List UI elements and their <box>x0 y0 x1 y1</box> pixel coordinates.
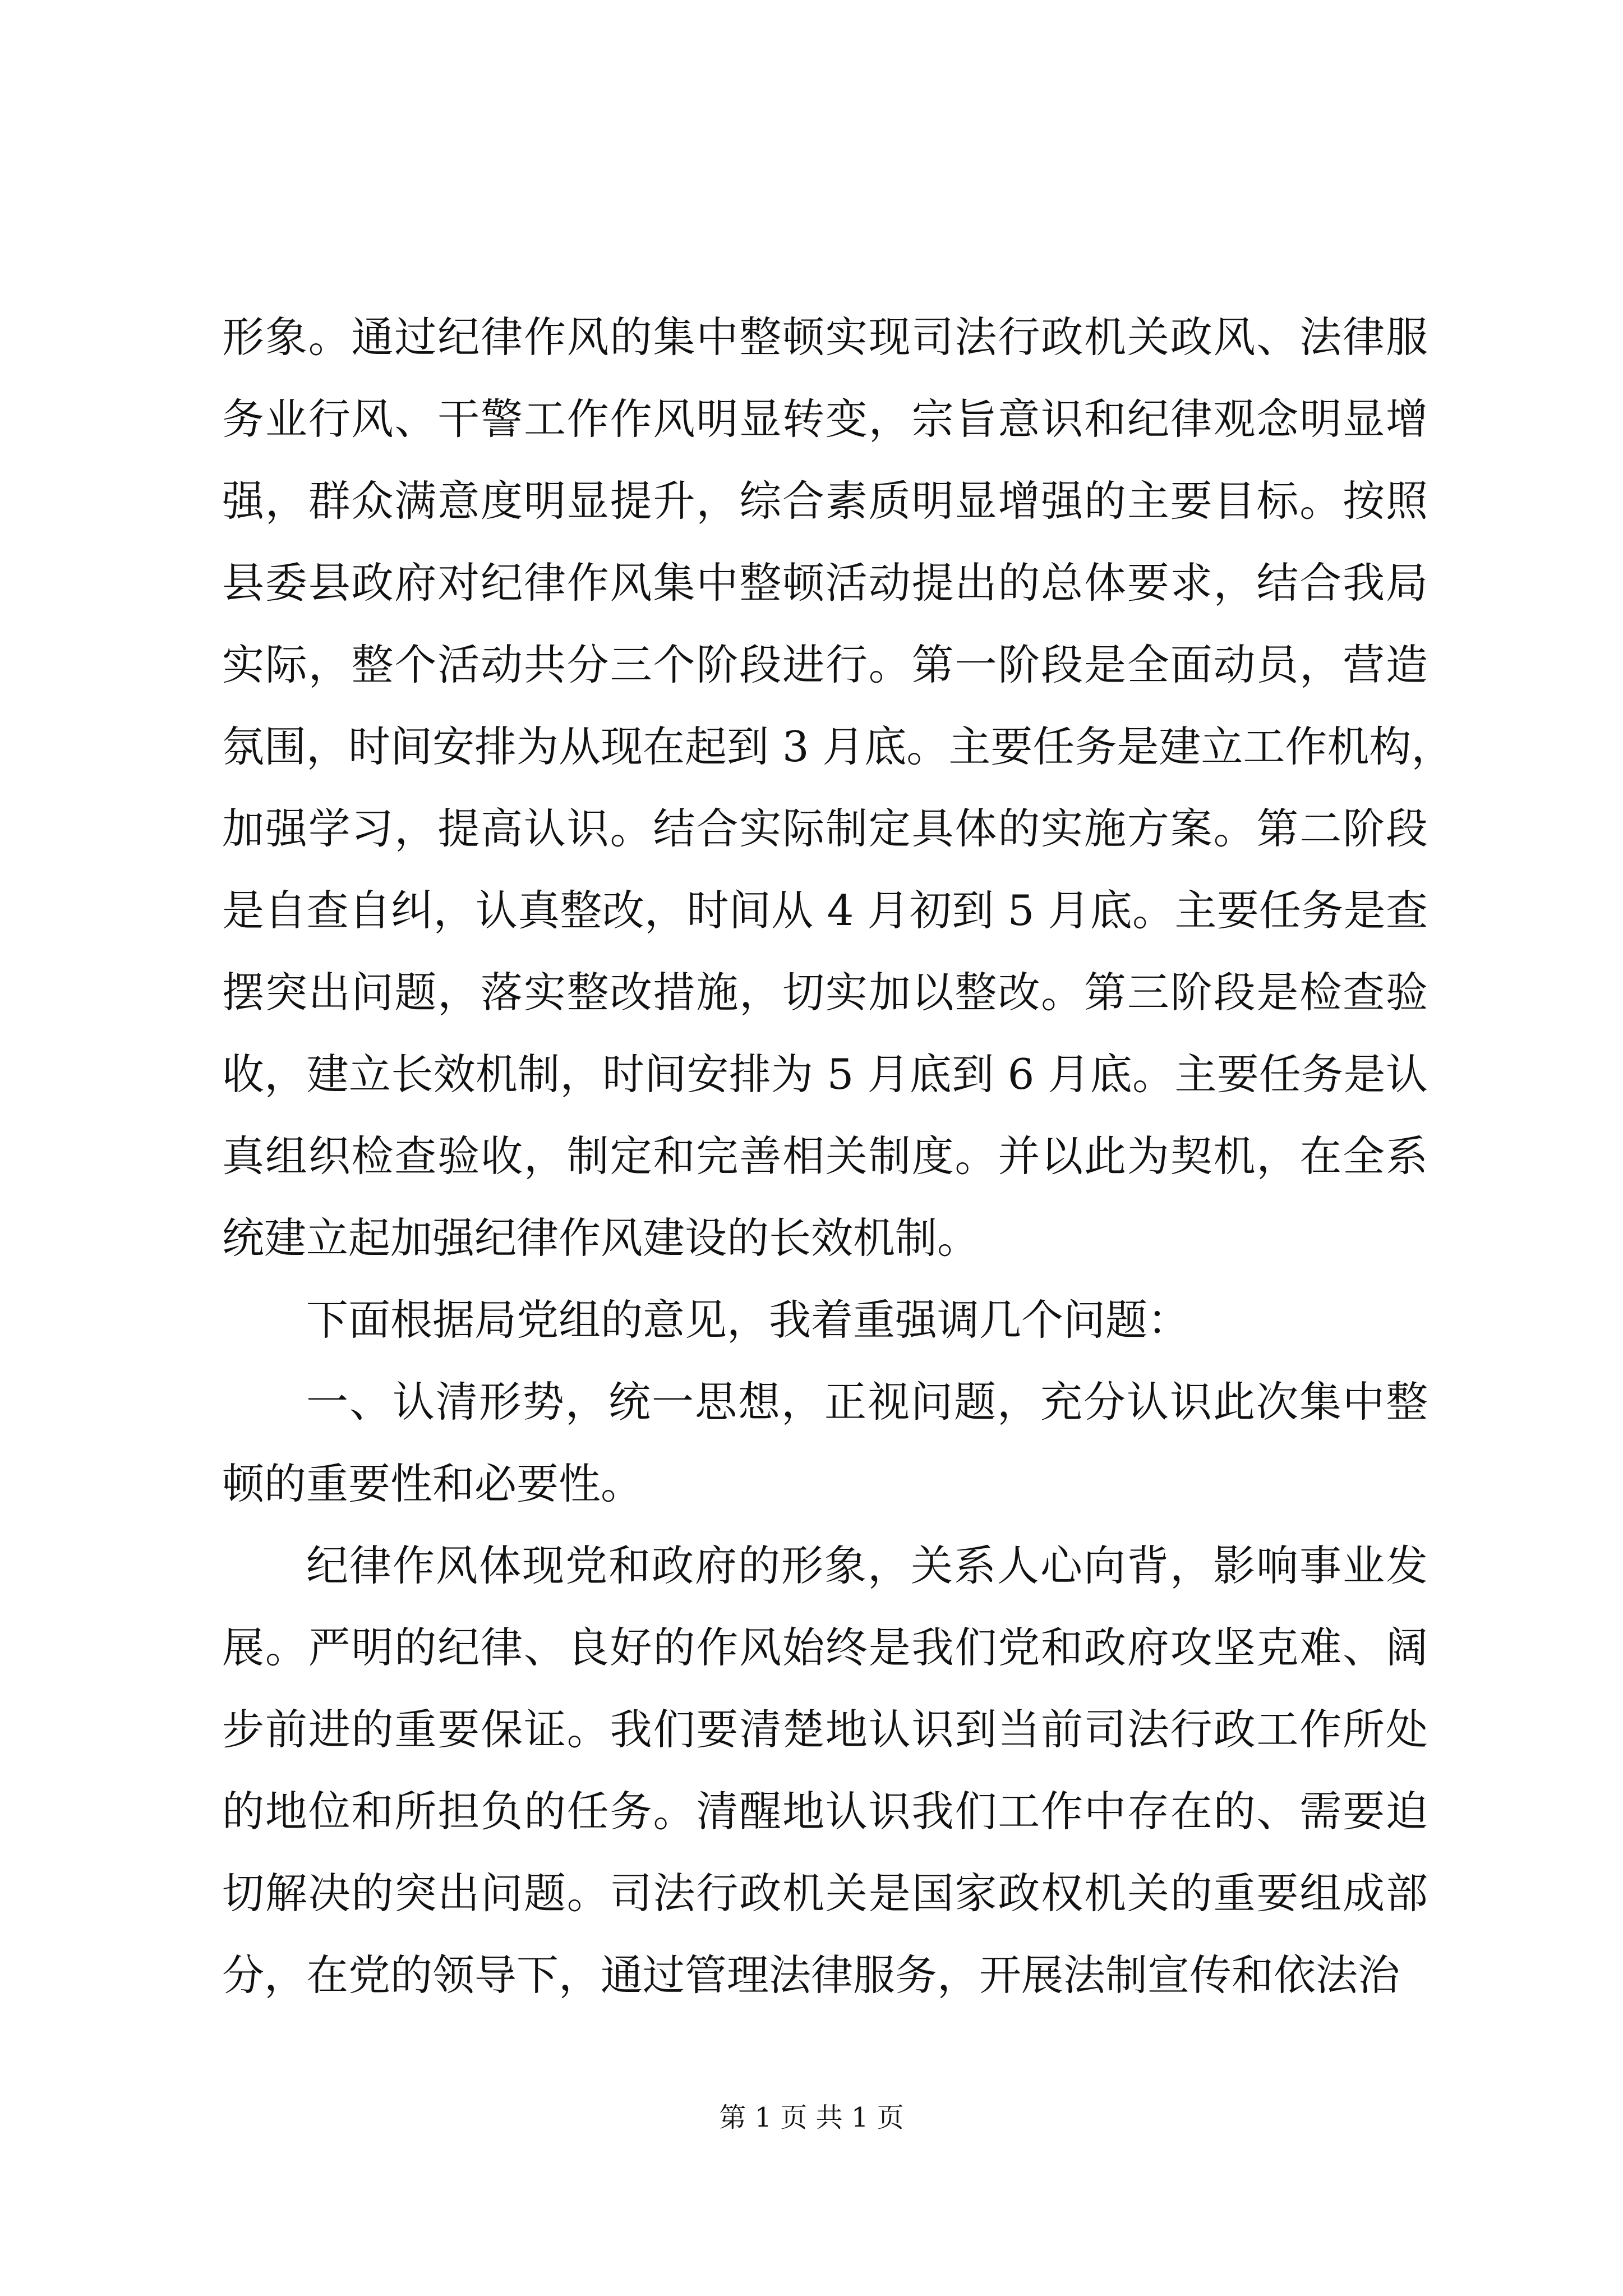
paragraph <box>222 1279 1428 1361</box>
text-line: 是自查自纠，认真整改，时间从 4 月初到 5 月底。主要任务是查 <box>222 886 1428 935</box>
text-line: 氛围，时间安排为从现在起到 3 月底。主要任务是建立工作机构， <box>222 722 1454 771</box>
paragraph <box>222 296 1454 1279</box>
text-line: 切解决的突出问题。司法行政机关是国家政权机关的重要组成部 <box>222 1869 1428 1918</box>
text-line: 下面根据局党组的意见，我着重强调几个问题： <box>306 1295 1190 1345</box>
text-line: 步前进的重要保证。我们要清楚地认识到当前司法行政工作所处 <box>222 1705 1428 1754</box>
text-line: 实际，整个活动共分三个阶段进行。第一阶段是全面动员，营造 <box>222 640 1428 689</box>
text-line: 形象。通过纪律作风的集中整顿实现司法行政机关政风、法律服 <box>222 312 1428 362</box>
text-line: 真组织检查验收，制定和完善相关制度。并以此为契机，在全系 <box>222 1131 1428 1181</box>
text-line: 分，在党的领导下，通过管理法律服务，开展法制宣传和依法治 <box>222 1950 1400 2000</box>
text-line: 强，群众满意度明显提升，综合素质明显增强的主要目标。按照 <box>222 476 1428 526</box>
text-line: 一、认清形势，统一思想，正视问题，充分认识此次集中整 <box>306 1377 1428 1427</box>
paragraph <box>222 1525 1428 2016</box>
text-line: 的地位和所担负的任务。清醒地认识我们工作中存在的、需要迫 <box>222 1787 1428 1836</box>
text-line: 县委县政府对纪律作风集中整顿活动提出的总体要求，结合我局 <box>222 558 1428 608</box>
text-line: 顿的重要性和必要性。 <box>222 1459 643 1508</box>
text-line: 收，建立长效机制，时间安排为 5 月底到 6 月底。主要任务是认 <box>222 1050 1428 1099</box>
text-line: 展。严明的纪律、良好的作风始终是我们党和政府攻坚克难、阔 <box>222 1623 1428 1672</box>
text-line: 加强学习，提高认识。结合实际制定具体的实施方案。第二阶段 <box>222 804 1428 853</box>
text-line: 统建立起加强纪律作风建设的长效机制。 <box>222 1213 980 1263</box>
text-line: 摆突出问题，落实整改措施，切实加以整改。第三阶段是检查验 <box>222 968 1428 1017</box>
body-text <box>222 296 1454 2016</box>
text-line: 务业行风、干警工作作风明显转变，宗旨意识和纪律观念明显增 <box>222 394 1428 444</box>
text-line: 纪律作风体现党和政府的形象，关系人心向背，影响事业发 <box>306 1541 1428 1590</box>
page-footer: 第 1 页 共 1 页 <box>719 2102 904 2133</box>
paragraph <box>222 1361 1428 1525</box>
